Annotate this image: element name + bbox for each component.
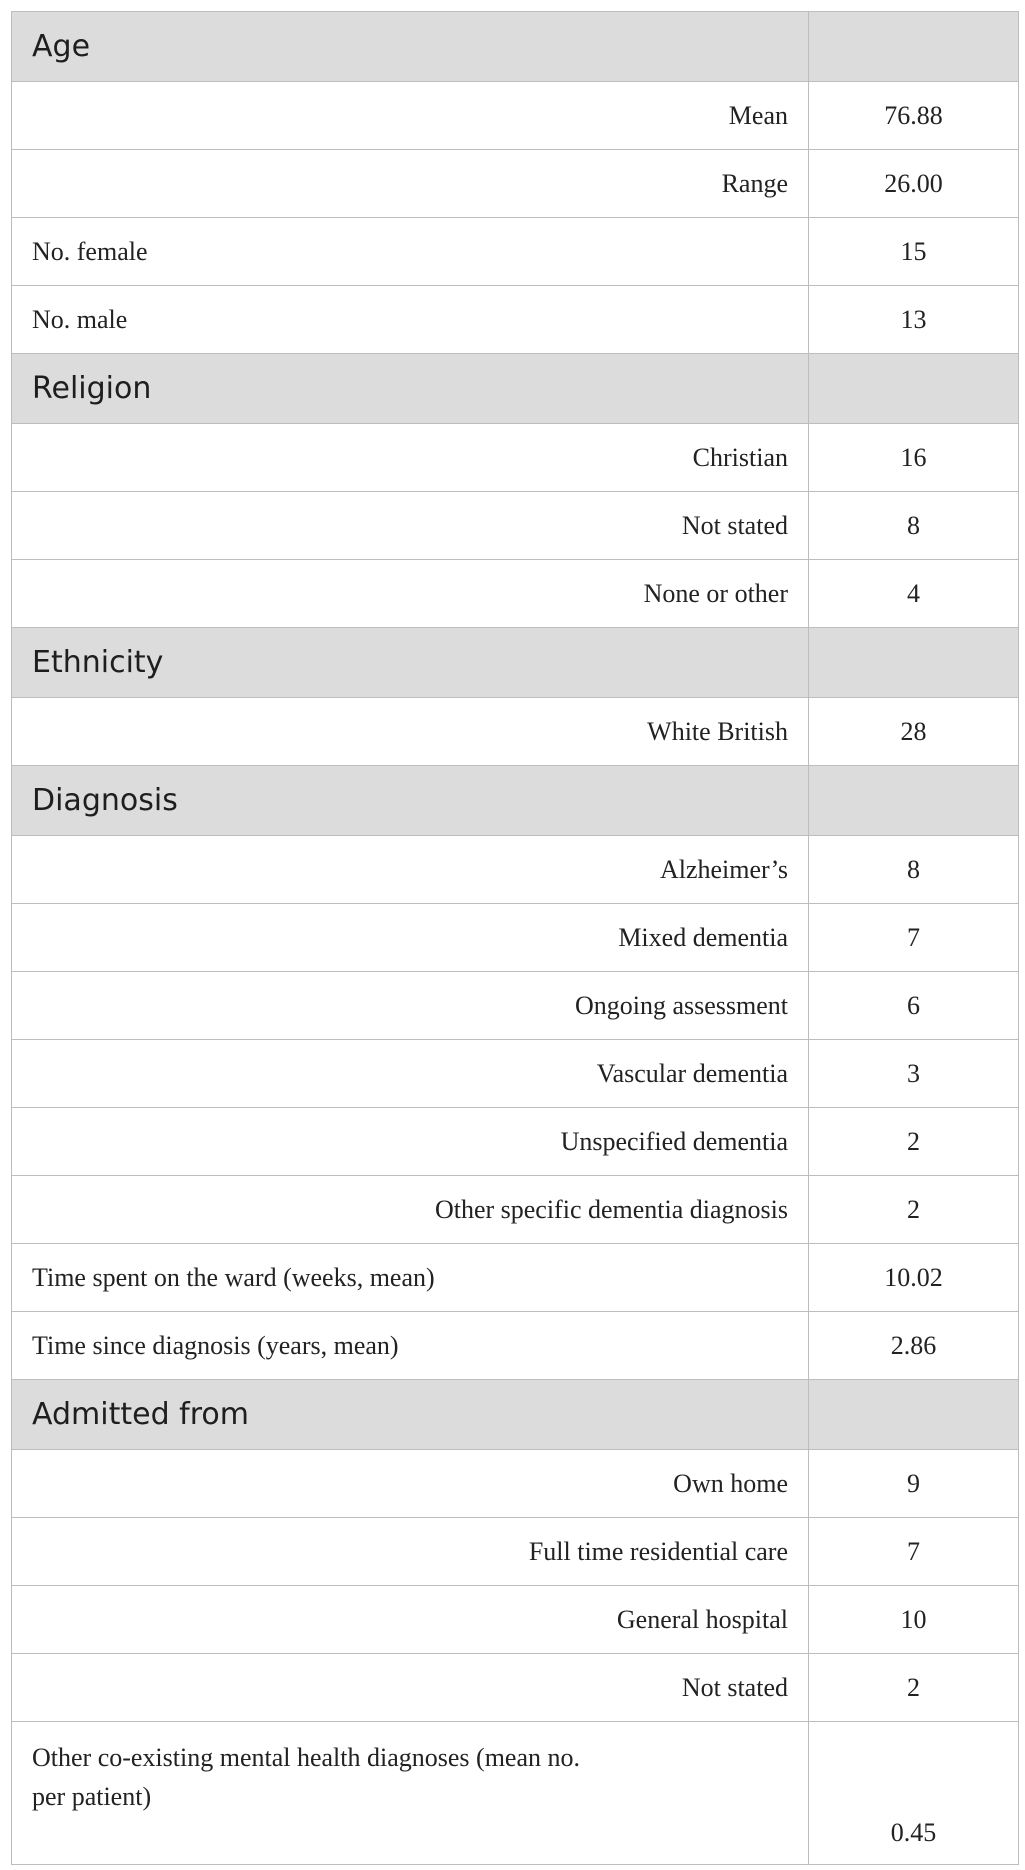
section-header-value bbox=[809, 12, 1019, 82]
row-label: Time spent on the ward (weeks, mean) bbox=[12, 1244, 809, 1312]
row-value: 2 bbox=[809, 1654, 1019, 1722]
table-row bbox=[12, 1722, 1019, 1865]
row-value: 28 bbox=[809, 698, 1019, 766]
row-value: 9 bbox=[809, 1450, 1019, 1518]
row-label: No. female bbox=[12, 218, 809, 286]
section-header-row bbox=[12, 12, 1019, 82]
table-row bbox=[12, 82, 1019, 150]
section-header-row bbox=[12, 628, 1019, 698]
row-label: Mixed dementia bbox=[12, 904, 809, 972]
table-row bbox=[12, 1586, 1019, 1654]
row-label: Unspecified dementia bbox=[12, 1108, 809, 1176]
section-header-label: Admitted from bbox=[12, 1380, 809, 1450]
row-label: Vascular dementia bbox=[12, 1040, 809, 1108]
table-row bbox=[12, 904, 1019, 972]
row-value: 7 bbox=[809, 1518, 1019, 1586]
table-row bbox=[12, 698, 1019, 766]
section-header-row bbox=[12, 766, 1019, 836]
row-label: General hospital bbox=[12, 1586, 809, 1654]
table-body bbox=[12, 12, 1019, 1865]
table-row bbox=[12, 1040, 1019, 1108]
row-value: 15 bbox=[809, 218, 1019, 286]
demographics-table bbox=[11, 11, 1019, 1865]
row-label: Ongoing assessment bbox=[12, 972, 809, 1040]
section-header-row bbox=[12, 1380, 1019, 1450]
row-label: Full time residential care bbox=[12, 1518, 809, 1586]
row-label: Not stated bbox=[12, 492, 809, 560]
row-label: Not stated bbox=[12, 1654, 809, 1722]
row-value: 8 bbox=[809, 836, 1019, 904]
table-row bbox=[12, 1108, 1019, 1176]
table-row bbox=[12, 836, 1019, 904]
row-label: None or other bbox=[12, 560, 809, 628]
table-row bbox=[12, 972, 1019, 1040]
table-row bbox=[12, 1654, 1019, 1722]
row-label: Other co-existing mental health diagnoses (mean no. per patient) bbox=[12, 1722, 809, 1865]
row-label: Own home bbox=[12, 1450, 809, 1518]
table-row bbox=[12, 1518, 1019, 1586]
section-header-row bbox=[12, 354, 1019, 424]
row-value: 4 bbox=[809, 560, 1019, 628]
row-label: Mean bbox=[12, 82, 809, 150]
row-value: 2 bbox=[809, 1176, 1019, 1244]
row-label: Other specific dementia diagnosis bbox=[12, 1176, 809, 1244]
row-value: 3 bbox=[809, 1040, 1019, 1108]
row-value: 10 bbox=[809, 1586, 1019, 1654]
section-header-value bbox=[809, 628, 1019, 698]
table-row bbox=[12, 1244, 1019, 1312]
row-value: 76.88 bbox=[809, 82, 1019, 150]
row-label: White British bbox=[12, 698, 809, 766]
section-header-label: Diagnosis bbox=[12, 766, 809, 836]
row-label: Alzheimer’s bbox=[12, 836, 809, 904]
table-row bbox=[12, 150, 1019, 218]
demographics-table-container bbox=[11, 11, 1018, 1865]
section-header-value bbox=[809, 766, 1019, 836]
row-value: 2 bbox=[809, 1108, 1019, 1176]
row-value: 0.45 bbox=[809, 1722, 1019, 1865]
row-value: 8 bbox=[809, 492, 1019, 560]
table-row bbox=[12, 424, 1019, 492]
row-label: Time since diagnosis (years, mean) bbox=[12, 1312, 809, 1380]
row-value: 26.00 bbox=[809, 150, 1019, 218]
row-value: 2.86 bbox=[809, 1312, 1019, 1380]
table-row bbox=[12, 1312, 1019, 1380]
section-header-label: Ethnicity bbox=[12, 628, 809, 698]
row-label: No. male bbox=[12, 286, 809, 354]
table-row bbox=[12, 1176, 1019, 1244]
section-header-label: Age bbox=[12, 12, 809, 82]
row-value: 13 bbox=[809, 286, 1019, 354]
table-row bbox=[12, 1450, 1019, 1518]
row-label: Range bbox=[12, 150, 809, 218]
row-value: 16 bbox=[809, 424, 1019, 492]
section-header-value bbox=[809, 354, 1019, 424]
row-label: Christian bbox=[12, 424, 809, 492]
row-value: 6 bbox=[809, 972, 1019, 1040]
section-header-value bbox=[809, 1380, 1019, 1450]
table-row bbox=[12, 560, 1019, 628]
section-header-label: Religion bbox=[12, 354, 809, 424]
table-row bbox=[12, 218, 1019, 286]
table-row bbox=[12, 492, 1019, 560]
row-value: 10.02 bbox=[809, 1244, 1019, 1312]
table-row bbox=[12, 286, 1019, 354]
row-value: 7 bbox=[809, 904, 1019, 972]
